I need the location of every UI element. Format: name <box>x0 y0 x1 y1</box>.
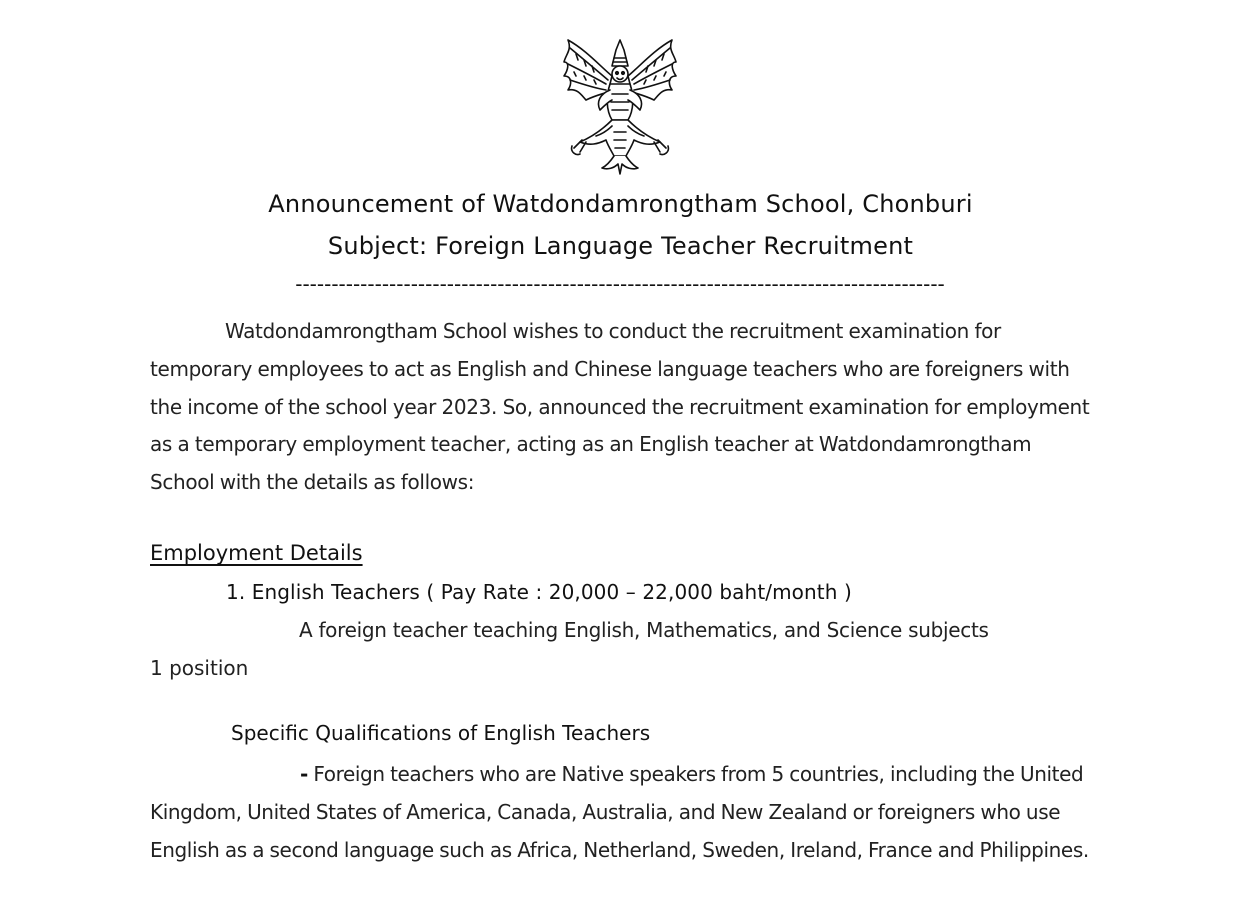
qualifications-paragraph <box>150 756 1090 869</box>
garuda-emblem-icon <box>556 36 684 176</box>
announcement-subject: Subject: Foreign Language Teacher Recruitment <box>327 232 914 260</box>
intro-paragraph: Watdondamrongtham School wishes to conduct the recruitment examination for temporary employees to act as English and Chinese language teachers who are foreigners with the income of the school year 2023. So, announced the recruitment examination for employment as a temporary employment teacher, acting as an English teacher at Watdondamrongtham School with the details as follows: <box>150 319 1090 495</box>
position-count: 1 position <box>150 656 249 680</box>
announcement-title: Announcement of Watdondamrongtham School, Chonburi <box>268 190 973 218</box>
employment-details-heading: Employment Details <box>150 541 363 565</box>
divider-line: ------------------------------------------------------------------------------------------ <box>295 272 945 296</box>
qualifications-heading: Specific Qualifications of English Teachers <box>231 721 651 745</box>
english-teacher-position-title: 1. English Teachers ( Pay Rate : 20,000 – 22,000 baht/month ) <box>226 580 852 604</box>
qualifications-text: Foreign teachers who are Native speakers from 5 countries, including the United Kingdom, United States of America, Canada, Australia, and New Zealand or foreigners who use English as a second language such as Africa, Netherland, Sweden, Ireland, France and Philippines. <box>150 762 1089 862</box>
bullet-dash: - <box>300 762 308 786</box>
position-description: A foreign teacher teaching English, Mathematics, and Science subjects <box>299 618 989 642</box>
